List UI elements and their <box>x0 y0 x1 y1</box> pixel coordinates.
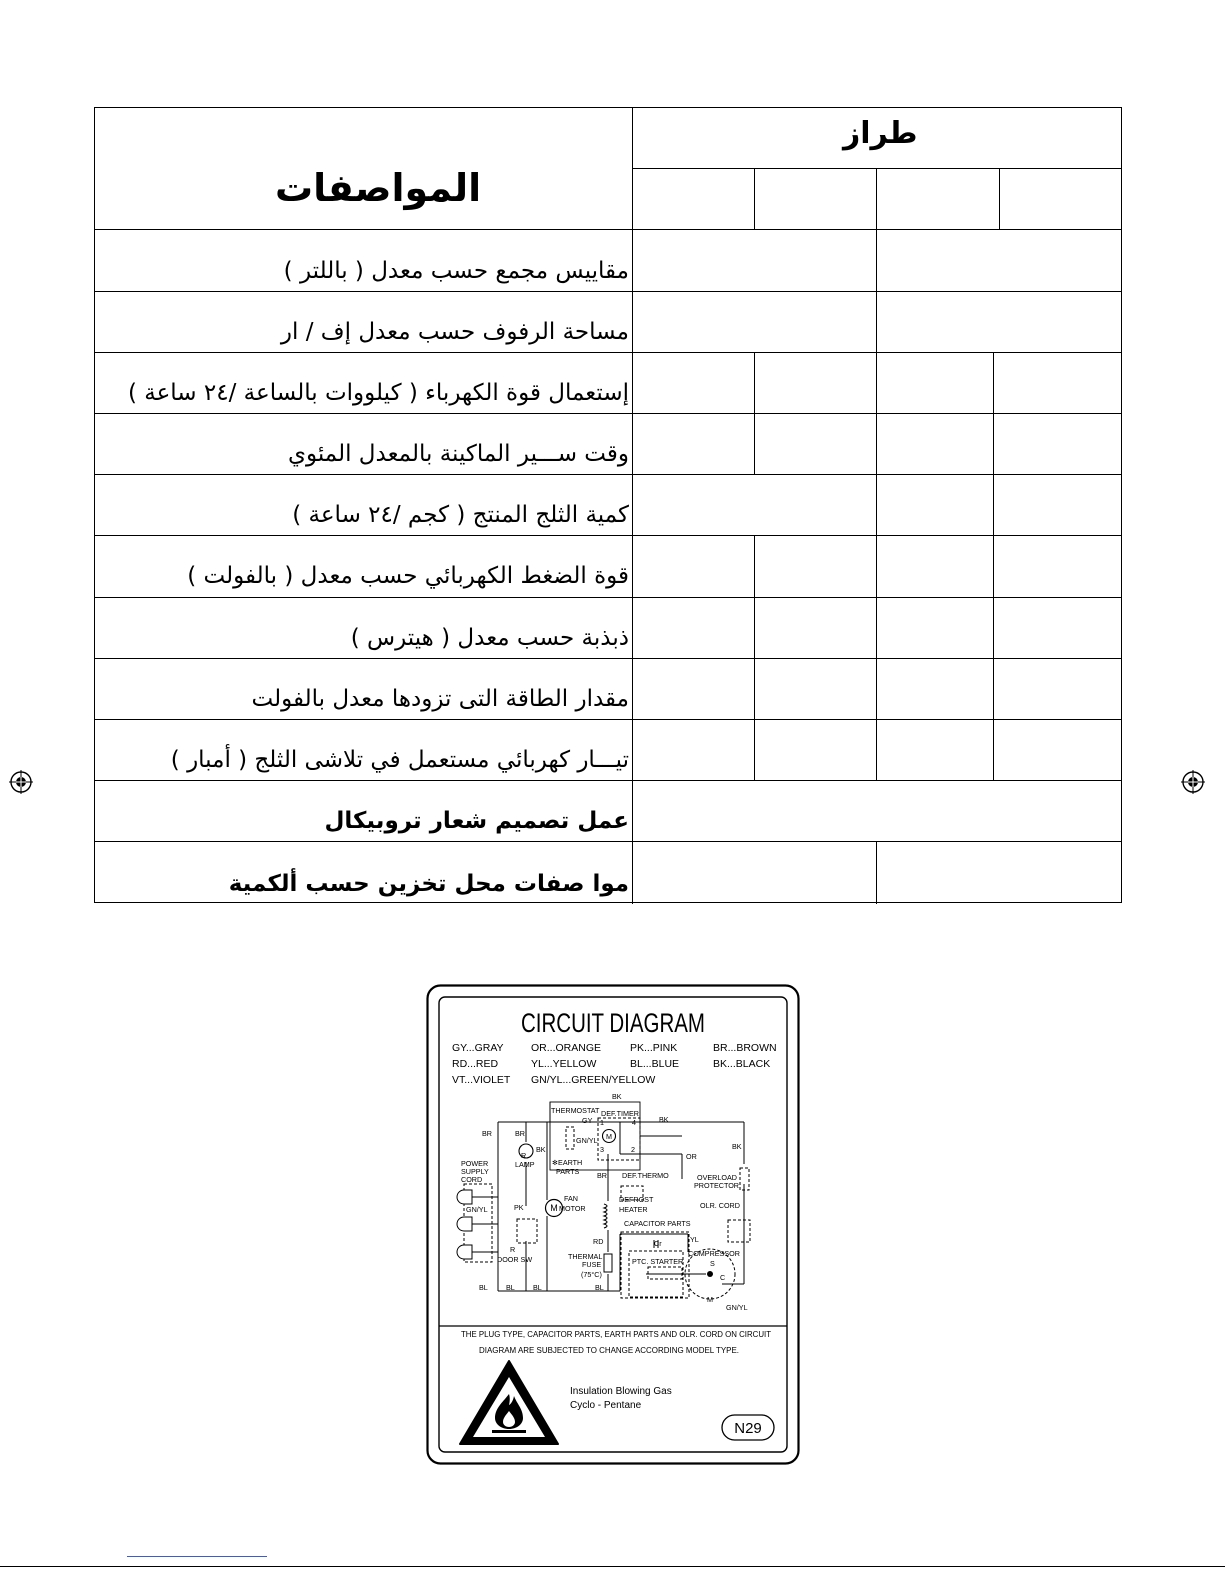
row-label-power-consumption: إستعمال قوة الكهرباء ( كيلووات بالساعة /٢٤ ساعة ) <box>127 380 629 406</box>
svg-text:BK: BK <box>732 1142 742 1151</box>
svg-text:POWER: POWER <box>461 1159 489 1168</box>
svg-text:M: M <box>606 1132 612 1141</box>
svg-text:(75°C): (75°C) <box>581 1270 602 1279</box>
svg-text:THERMAL: THERMAL <box>568 1252 603 1261</box>
svg-text:M: M <box>707 1295 713 1304</box>
legend-bk: BK...BLACK <box>713 1058 771 1070</box>
svg-text:COMPRESSOR: COMPRESSOR <box>688 1249 740 1258</box>
warning-line-2: Cyclo - Pentane <box>570 1400 642 1411</box>
legend-gnyl: GN/YL...GREEN/YELLOW <box>531 1074 656 1086</box>
circuit-diagram-label <box>426 984 800 1465</box>
row-label-storage-spec: موا صفات محل تخزين حسب ألكمية <box>228 871 629 897</box>
svg-text:BR: BR <box>597 1171 607 1180</box>
row-label-shelf-area: مساحة الرفوف حسب معدل إف / ار <box>280 319 629 345</box>
svg-text:OR: OR <box>686 1152 697 1161</box>
svg-text:S: S <box>710 1259 715 1268</box>
note-line-1: THE PLUG TYPE, CAPACITOR PARTS, EARTH PARTS AND OLR. CORD ON CIRCUIT <box>461 1329 772 1339</box>
svg-text:R: R <box>510 1245 516 1254</box>
row-label-ice-production: كمية الثلج المنتج ( كجم /٢٤ ساعة ) <box>292 502 629 528</box>
page-bottom-rule <box>0 1566 1225 1567</box>
svg-text:GN/YL: GN/YL <box>726 1303 748 1312</box>
svg-text:PK: PK <box>514 1203 524 1212</box>
svg-text:1: 1 <box>600 1118 604 1127</box>
svg-text:MOTOR: MOTOR <box>559 1204 586 1213</box>
svg-text:DEF.THERMO: DEF.THERMO <box>622 1171 669 1180</box>
svg-text:Cr: Cr <box>654 1239 662 1248</box>
svg-text:OVERLOAD: OVERLOAD <box>697 1173 737 1182</box>
svg-text:BK: BK <box>659 1115 669 1124</box>
specs-header: المواصفات <box>275 166 482 210</box>
legend-bl: BL...BLUE <box>630 1058 680 1070</box>
svg-text:BK: BK <box>536 1145 546 1154</box>
svg-text:M: M <box>550 1203 558 1213</box>
svg-text:GN/YL: GN/YL <box>466 1205 488 1214</box>
row-label-defrost-current: تيـــار كهربائي مستعمل في تلاشى الثلج ( أمبار ) <box>170 747 629 773</box>
bottom-link-underline <box>127 1556 267 1557</box>
svg-text:3: 3 <box>600 1145 604 1154</box>
legend-br: BR...BROWN <box>713 1042 777 1054</box>
warning-line-1: Insulation Blowing Gas <box>570 1386 672 1397</box>
svg-text:BR: BR <box>482 1129 492 1138</box>
circuit-title: CIRCUIT DIAGRAM <box>521 1008 705 1038</box>
svg-text:PARTS: PARTS <box>556 1167 580 1176</box>
svg-text:BL: BL <box>595 1283 604 1292</box>
svg-text:THERMOSTAT: THERMOSTAT <box>551 1106 600 1115</box>
registration-mark-left-icon <box>9 770 33 794</box>
svg-text:OLR. CORD: OLR. CORD <box>700 1201 740 1210</box>
svg-text:DEFROST: DEFROST <box>619 1195 654 1204</box>
legend-vt: VT...VIOLET <box>452 1074 511 1086</box>
svg-text:R: R <box>521 1151 527 1160</box>
registration-mark-right-icon <box>1181 770 1205 794</box>
svg-text:2: 2 <box>631 1145 635 1154</box>
svg-text:C: C <box>720 1273 726 1282</box>
row-label-input-power: مقدار الطاقة التى تزودها معدل بالفولت <box>251 686 629 712</box>
svg-text:RD: RD <box>593 1237 604 1246</box>
row-label-volume: مقاييس مجمع حسب معدل ( باللتر ) <box>283 258 629 284</box>
svg-text:GN/YL: GN/YL <box>576 1136 598 1145</box>
row-label-rated-voltage: قوة الضغط الكهربائي حسب معدل ( بالفولت ) <box>187 563 629 589</box>
svg-text:CAPACITOR PARTS: CAPACITOR PARTS <box>624 1219 691 1228</box>
svg-text:BR: BR <box>515 1129 525 1138</box>
svg-text:HEATER: HEATER <box>619 1205 648 1214</box>
row-label-tropical-design: عمل تصميم شعار تروبيكال <box>324 808 629 834</box>
svg-text:PROTECTOR: PROTECTOR <box>694 1181 739 1190</box>
model-header: طراز <box>843 116 918 151</box>
model-code: N29 <box>734 1420 762 1437</box>
svg-text:BL: BL <box>479 1283 488 1292</box>
legend-pk: PK...PINK <box>630 1042 678 1054</box>
svg-text:4: 4 <box>632 1118 636 1127</box>
svg-text:BK: BK <box>612 1092 622 1101</box>
legend-yl: YL...YELLOW <box>531 1058 597 1070</box>
svg-text:✻EARTH: ✻EARTH <box>552 1158 583 1167</box>
legend-or: OR...ORANGE <box>531 1042 602 1054</box>
svg-text:BL: BL <box>506 1283 515 1292</box>
legend-rd: RD...RED <box>452 1058 499 1070</box>
svg-text:BL: BL <box>533 1283 542 1292</box>
svg-text:PTC. STARTER: PTC. STARTER <box>632 1257 684 1266</box>
row-label-running-time: وقت ســـير الماكينة بالمعدل المئوي <box>287 441 629 467</box>
spec-table <box>94 107 1122 903</box>
svg-text:LAMP: LAMP <box>515 1160 535 1169</box>
row-label-frequency: ذبذبة حسب معدل ( هيترس ) <box>350 625 629 651</box>
svg-text:DEF.TIMER: DEF.TIMER <box>601 1109 639 1118</box>
svg-text:SUPPLY: SUPPLY <box>461 1167 489 1176</box>
power-plug-icon <box>457 1190 472 1259</box>
svg-text:YL: YL <box>690 1235 699 1244</box>
legend-gy: GY...GRAY <box>452 1042 504 1054</box>
svg-text:CORD: CORD <box>461 1175 483 1184</box>
note-line-2: DIAGRAM ARE SUBJECTED TO CHANGE ACCORDING MODEL TYPE. <box>479 1345 739 1355</box>
svg-text:FUSE: FUSE <box>582 1260 602 1269</box>
svg-text:GY: GY <box>582 1116 593 1125</box>
svg-text:DOOR SW: DOOR SW <box>497 1255 533 1264</box>
svg-text:FAN: FAN <box>564 1194 578 1203</box>
